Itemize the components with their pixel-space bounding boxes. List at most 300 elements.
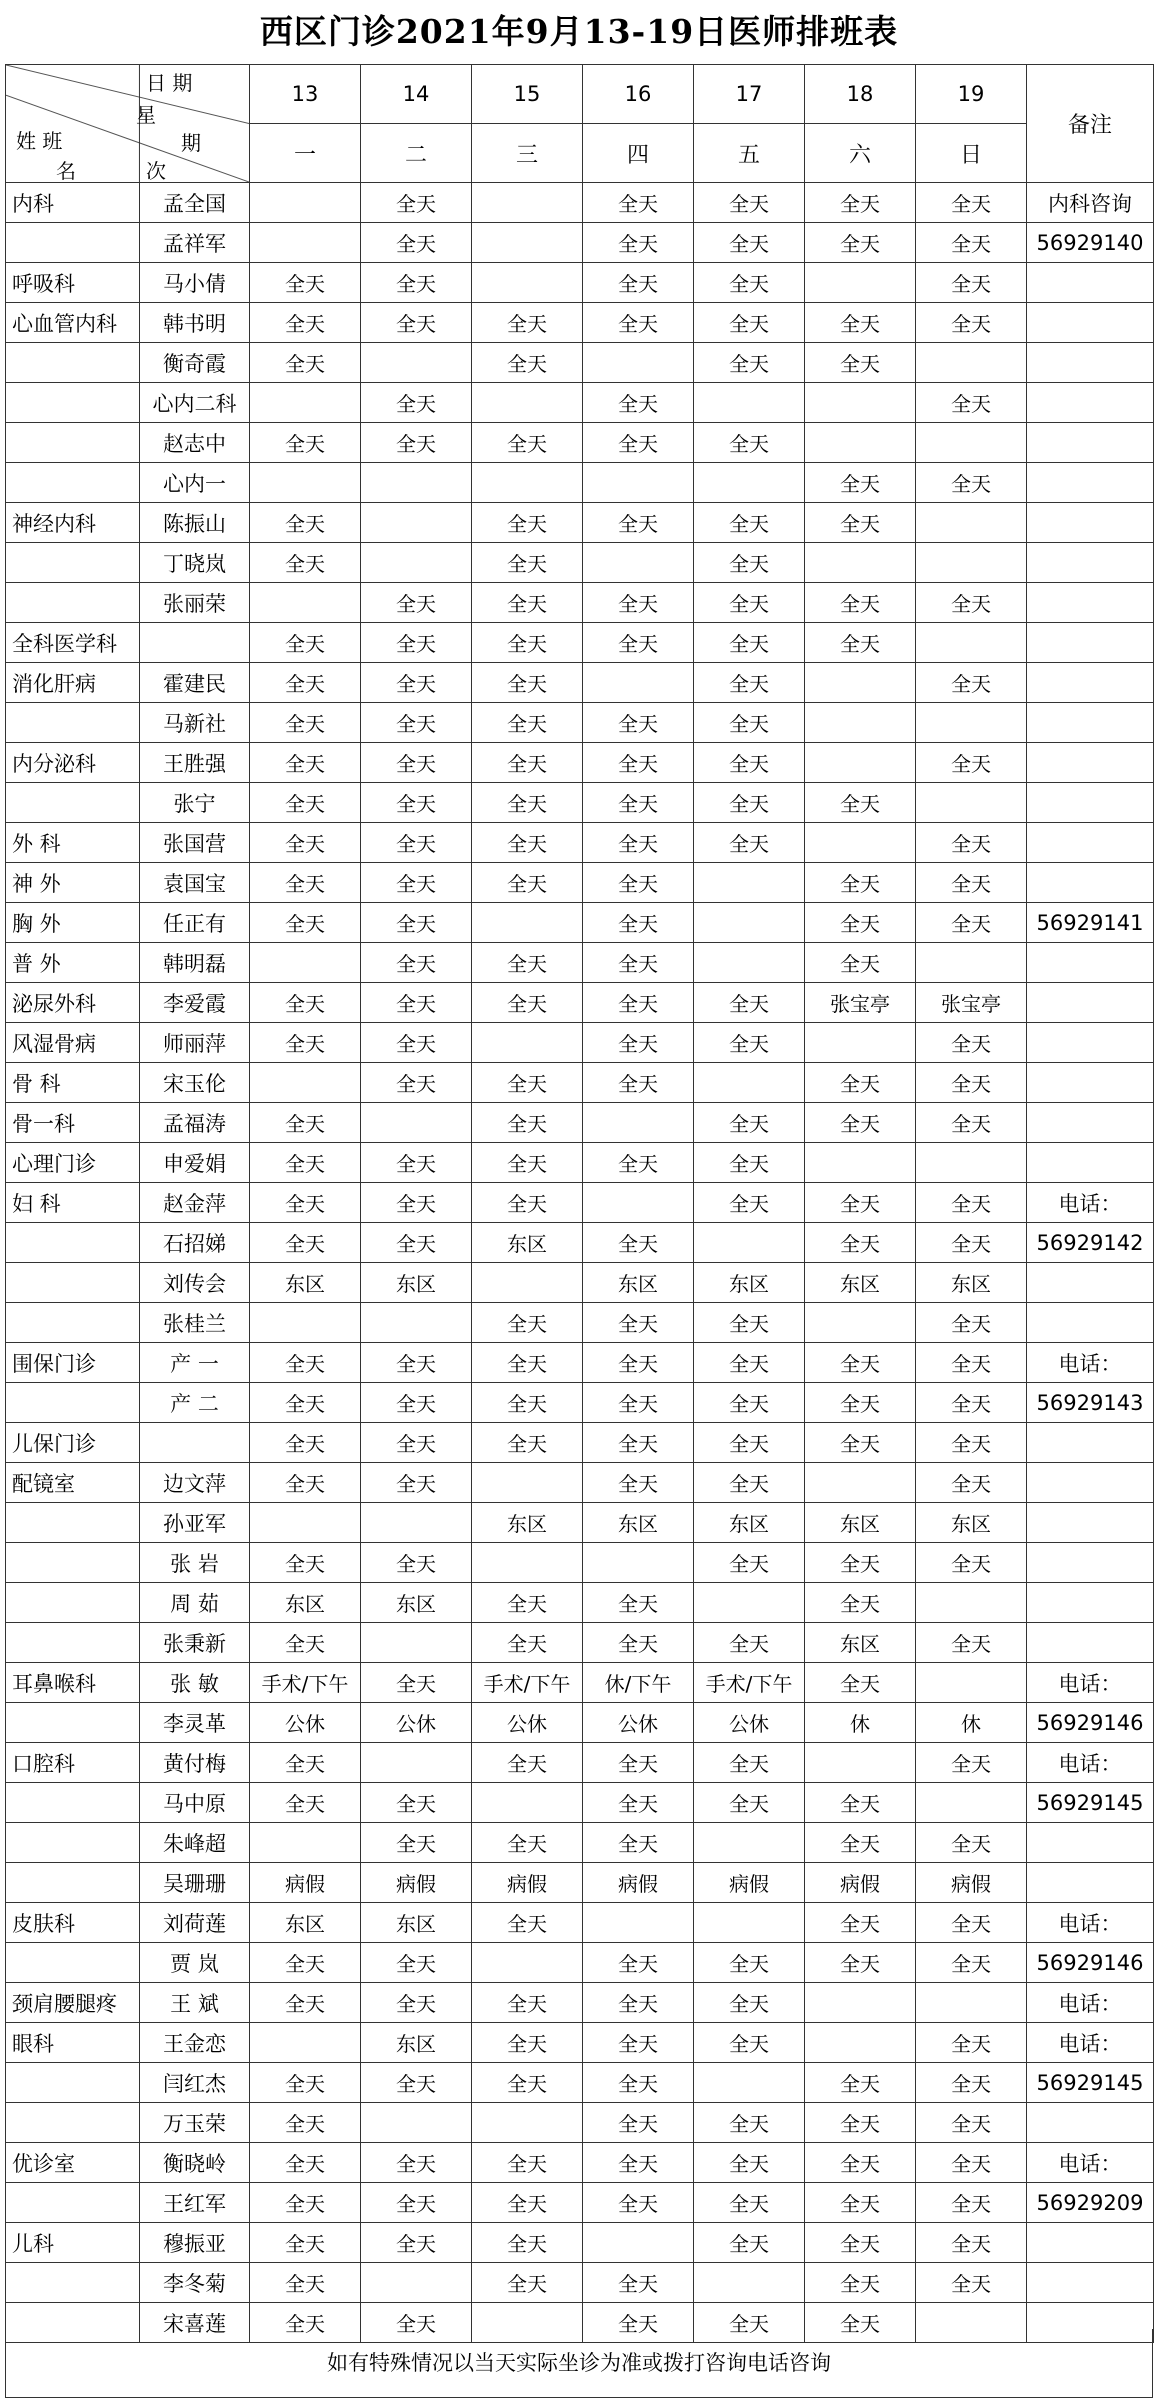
department-cell bbox=[6, 2263, 140, 2303]
schedule-cell: 全天 bbox=[361, 1343, 472, 1383]
table-row bbox=[6, 1823, 1154, 1863]
schedule-cell: 全天 bbox=[250, 1623, 361, 1663]
schedule-cell bbox=[472, 1943, 583, 1983]
schedule-cell: 全天 bbox=[472, 1183, 583, 1223]
department-cell: 妇 科 bbox=[6, 1183, 140, 1223]
schedule-cell: 东区 bbox=[916, 1263, 1027, 1303]
doctor-name-cell: 王金恋 bbox=[140, 2023, 250, 2063]
table-row bbox=[6, 1903, 1154, 1943]
doctor-name-cell: 马中原 bbox=[140, 1783, 250, 1823]
schedule-cell: 全天 bbox=[472, 1343, 583, 1383]
schedule-cell: 全天 bbox=[583, 783, 694, 823]
table-row bbox=[6, 1383, 1154, 1423]
table-row bbox=[6, 1343, 1154, 1383]
department-cell bbox=[6, 423, 140, 463]
schedule-cell bbox=[916, 1783, 1027, 1823]
schedule-cell: 全天 bbox=[694, 1303, 805, 1343]
doctor-name-cell: 孙亚军 bbox=[140, 1503, 250, 1543]
schedule-cell bbox=[916, 783, 1027, 823]
doctor-name-cell: 李灵革 bbox=[140, 1703, 250, 1743]
schedule-cell: 全天 bbox=[361, 743, 472, 783]
schedule-cell: 全天 bbox=[583, 1223, 694, 1263]
remark-cell bbox=[1027, 263, 1154, 303]
schedule-cell: 全天 bbox=[361, 1943, 472, 1983]
remark-cell bbox=[1027, 543, 1154, 583]
schedule-cell: 全天 bbox=[472, 1063, 583, 1103]
schedule-cell: 全天 bbox=[250, 863, 361, 903]
schedule-cell: 全天 bbox=[694, 1983, 805, 2023]
schedule-cell: 全天 bbox=[694, 1383, 805, 1423]
department-cell bbox=[6, 463, 140, 503]
table-row bbox=[6, 1623, 1154, 1663]
remark-cell bbox=[1027, 1463, 1154, 1503]
remark-cell: 56929146 bbox=[1027, 1943, 1154, 1983]
schedule-cell: 全天 bbox=[250, 1343, 361, 1383]
schedule-cell bbox=[583, 1103, 694, 1143]
schedule-cell: 全天 bbox=[694, 1463, 805, 1503]
schedule-cell: 全天 bbox=[250, 2303, 361, 2343]
schedule-cell bbox=[916, 503, 1027, 543]
schedule-cell bbox=[472, 1263, 583, 1303]
table-row bbox=[6, 1463, 1154, 1503]
schedule-cell bbox=[805, 703, 916, 743]
schedule-cell: 全天 bbox=[805, 1223, 916, 1263]
schedule-cell bbox=[472, 383, 583, 423]
table-row bbox=[6, 1663, 1154, 1703]
schedule-cell bbox=[805, 743, 916, 783]
weekday-mon: 一 bbox=[250, 124, 361, 183]
schedule-cell: 全天 bbox=[250, 703, 361, 743]
schedule-cell: 全天 bbox=[805, 2103, 916, 2143]
table-row bbox=[6, 223, 1154, 263]
schedule-cell: 东区 bbox=[694, 1503, 805, 1543]
doctor-name-cell: 张丽荣 bbox=[140, 583, 250, 623]
remark-cell bbox=[1027, 1623, 1154, 1663]
schedule-cell: 全天 bbox=[805, 1583, 916, 1623]
schedule-cell: 全天 bbox=[250, 1743, 361, 1783]
schedule-cell: 全天 bbox=[583, 1463, 694, 1503]
weekday-fri: 五 bbox=[694, 124, 805, 183]
schedule-cell: 张宝亭 bbox=[916, 983, 1027, 1023]
schedule-cell: 全天 bbox=[805, 903, 916, 943]
schedule-cell: 全天 bbox=[694, 1103, 805, 1143]
schedule-cell: 全天 bbox=[916, 583, 1027, 623]
schedule-cell: 全天 bbox=[805, 783, 916, 823]
schedule-cell: 全天 bbox=[361, 863, 472, 903]
table-row bbox=[6, 623, 1154, 663]
schedule-cell: 全天 bbox=[805, 2183, 916, 2223]
table-row bbox=[6, 383, 1154, 423]
schedule-cell: 全天 bbox=[583, 503, 694, 543]
table-row bbox=[6, 263, 1154, 303]
schedule-cell bbox=[805, 1143, 916, 1183]
schedule-cell bbox=[694, 1583, 805, 1623]
schedule-cell: 全天 bbox=[361, 2223, 472, 2263]
schedule-cell: 全天 bbox=[694, 823, 805, 863]
department-cell: 配镜室 bbox=[6, 1463, 140, 1503]
table-row bbox=[6, 823, 1154, 863]
schedule-cell bbox=[583, 1543, 694, 1583]
remark-cell: 电话： bbox=[1027, 1663, 1154, 1703]
department-cell: 神 外 bbox=[6, 863, 140, 903]
page-title: 西区门诊2021年9月13-19日医师排班表 bbox=[259, 12, 899, 51]
remark-cell bbox=[1027, 1423, 1154, 1463]
department-cell bbox=[6, 343, 140, 383]
schedule-cell: 全天 bbox=[472, 1903, 583, 1943]
remark-cell: 56929146 bbox=[1027, 1703, 1154, 1743]
date-16: 16 bbox=[583, 65, 694, 124]
doctor-name-cell: 孟福涛 bbox=[140, 1103, 250, 1143]
schedule-cell: 全天 bbox=[583, 1063, 694, 1103]
department-cell: 外 科 bbox=[6, 823, 140, 863]
schedule-cell: 全天 bbox=[694, 583, 805, 623]
schedule-cell: 全天 bbox=[916, 1343, 1027, 1383]
remark-cell bbox=[1027, 1023, 1154, 1063]
doctor-name-cell: 师丽萍 bbox=[140, 1023, 250, 1063]
schedule-cell: 全天 bbox=[805, 1663, 916, 1703]
schedule-cell: 全天 bbox=[472, 2183, 583, 2223]
schedule-cell bbox=[805, 1743, 916, 1783]
schedule-cell: 全天 bbox=[805, 1903, 916, 1943]
table-row bbox=[6, 1943, 1154, 1983]
schedule-cell: 全天 bbox=[916, 1423, 1027, 1463]
corner-sub1: 名 bbox=[56, 159, 76, 183]
schedule-cell: 全天 bbox=[250, 263, 361, 303]
schedule-cell: 东区 bbox=[250, 1903, 361, 1943]
schedule-cell: 全天 bbox=[583, 1783, 694, 1823]
schedule-cell: 全天 bbox=[361, 583, 472, 623]
schedule-cell: 全天 bbox=[805, 1823, 916, 1863]
footer-note: 如有特殊情况以当天实际坐诊为准或拨打咨询电话咨询 bbox=[5, 2329, 1153, 2398]
schedule-cell bbox=[583, 663, 694, 703]
schedule-cell: 全天 bbox=[583, 1023, 694, 1063]
schedule-cell: 全天 bbox=[916, 743, 1027, 783]
table-row bbox=[6, 503, 1154, 543]
schedule-cell bbox=[472, 223, 583, 263]
doctor-name-cell: 李冬菊 bbox=[140, 2263, 250, 2303]
remark-cell bbox=[1027, 2263, 1154, 2303]
schedule-cell: 全天 bbox=[361, 223, 472, 263]
schedule-cell bbox=[583, 1183, 694, 1223]
doctor-name-cell: 心内一 bbox=[140, 463, 250, 503]
schedule-table bbox=[5, 64, 1153, 2343]
date-17: 17 bbox=[694, 65, 805, 124]
department-cell bbox=[6, 1543, 140, 1583]
schedule-cell bbox=[805, 263, 916, 303]
schedule-cell bbox=[694, 1063, 805, 1103]
schedule-cell: 全天 bbox=[250, 2223, 361, 2263]
table-row bbox=[6, 1503, 1154, 1543]
schedule-cell: 全天 bbox=[583, 2183, 694, 2223]
schedule-cell bbox=[805, 543, 916, 583]
schedule-cell: 全天 bbox=[361, 623, 472, 663]
schedule-cell: 全天 bbox=[472, 2023, 583, 2063]
schedule-cell: 全天 bbox=[694, 343, 805, 383]
remark-cell: 电话： bbox=[1027, 1983, 1154, 2023]
schedule-cell bbox=[694, 2063, 805, 2103]
schedule-cell: 全天 bbox=[361, 823, 472, 863]
doctor-name-cell: 王 斌 bbox=[140, 1983, 250, 2023]
schedule-cell: 全天 bbox=[694, 2303, 805, 2343]
doctor-name-cell: 袁国宝 bbox=[140, 863, 250, 903]
schedule-cell: 全天 bbox=[694, 623, 805, 663]
schedule-cell: 东区 bbox=[472, 1223, 583, 1263]
schedule-cell: 全天 bbox=[916, 263, 1027, 303]
schedule-cell: 病假 bbox=[472, 1863, 583, 1903]
doctor-name-cell: 朱峰超 bbox=[140, 1823, 250, 1863]
department-cell: 全科医学科 bbox=[6, 623, 140, 663]
schedule-cell bbox=[361, 543, 472, 583]
schedule-cell: 东区 bbox=[361, 1263, 472, 1303]
schedule-cell: 全天 bbox=[361, 1023, 472, 1063]
corner-sub2: 次 bbox=[146, 159, 166, 183]
schedule-cell bbox=[805, 1463, 916, 1503]
schedule-cell: 全天 bbox=[250, 1103, 361, 1143]
department-cell bbox=[6, 1223, 140, 1263]
schedule-cell: 全天 bbox=[805, 583, 916, 623]
remark-cell bbox=[1027, 2103, 1154, 2143]
schedule-cell: 全天 bbox=[472, 583, 583, 623]
department-cell: 颈肩腰腿疼 bbox=[6, 1983, 140, 2023]
department-cell bbox=[6, 223, 140, 263]
schedule-cell: 全天 bbox=[472, 1303, 583, 1343]
table-row bbox=[6, 1423, 1154, 1463]
schedule-cell bbox=[694, 943, 805, 983]
schedule-cell bbox=[361, 2263, 472, 2303]
schedule-cell: 全天 bbox=[583, 1303, 694, 1343]
schedule-cell: 全天 bbox=[361, 183, 472, 223]
schedule-cell bbox=[250, 943, 361, 983]
schedule-cell: 病假 bbox=[361, 1863, 472, 1903]
doctor-name-cell: 霍建民 bbox=[140, 663, 250, 703]
table-row bbox=[6, 1703, 1154, 1743]
schedule-cell: 全天 bbox=[583, 1943, 694, 1983]
diagonal-lines bbox=[6, 65, 249, 182]
schedule-cell: 东区 bbox=[583, 1503, 694, 1543]
schedule-cell: 全天 bbox=[250, 1423, 361, 1463]
schedule-cell bbox=[361, 1743, 472, 1783]
schedule-cell: 全天 bbox=[250, 1983, 361, 2023]
remark-cell bbox=[1027, 1823, 1154, 1863]
schedule-cell: 全天 bbox=[694, 543, 805, 583]
date-18: 18 bbox=[805, 65, 916, 124]
schedule-cell: 全天 bbox=[583, 2103, 694, 2143]
schedule-cell: 全天 bbox=[583, 1343, 694, 1383]
schedule-cell: 全天 bbox=[694, 1623, 805, 1663]
schedule-cell: 全天 bbox=[583, 1743, 694, 1783]
schedule-body bbox=[6, 183, 1154, 2343]
schedule-cell: 休 bbox=[916, 1703, 1027, 1743]
schedule-cell: 东区 bbox=[805, 1263, 916, 1303]
schedule-cell: 全天 bbox=[805, 1103, 916, 1143]
schedule-cell: 全天 bbox=[361, 263, 472, 303]
remark-cell bbox=[1027, 1543, 1154, 1583]
remark-cell bbox=[1027, 463, 1154, 503]
schedule-cell: 手术/下午 bbox=[694, 1663, 805, 1703]
schedule-cell: 全天 bbox=[805, 1343, 916, 1383]
schedule-cell: 全天 bbox=[472, 2263, 583, 2303]
schedule-cell: 全天 bbox=[361, 1423, 472, 1463]
schedule-cell: 公休 bbox=[694, 1703, 805, 1743]
department-cell bbox=[6, 1383, 140, 1423]
schedule-cell: 公休 bbox=[361, 1703, 472, 1743]
schedule-cell: 全天 bbox=[472, 303, 583, 343]
schedule-cell bbox=[694, 383, 805, 423]
remark-cell bbox=[1027, 863, 1154, 903]
table-row bbox=[6, 1143, 1154, 1183]
schedule-cell: 全天 bbox=[472, 1983, 583, 2023]
schedule-cell: 病假 bbox=[694, 1863, 805, 1903]
schedule-cell: 全天 bbox=[472, 543, 583, 583]
corner-star-label: 星 bbox=[136, 103, 156, 127]
schedule-cell: 全天 bbox=[805, 223, 916, 263]
schedule-cell bbox=[250, 1303, 361, 1343]
department-cell: 皮肤科 bbox=[6, 1903, 140, 1943]
corner-period-label: 期 bbox=[181, 131, 201, 155]
doctor-name-cell: 刘传会 bbox=[140, 1263, 250, 1303]
schedule-cell: 全天 bbox=[805, 343, 916, 383]
schedule-cell: 全天 bbox=[916, 1543, 1027, 1583]
schedule-cell: 全天 bbox=[694, 2023, 805, 2063]
schedule-cell: 全天 bbox=[472, 943, 583, 983]
doctor-name-cell: 贾 岚 bbox=[140, 1943, 250, 1983]
schedule-cell: 全天 bbox=[805, 2223, 916, 2263]
remark-cell: 56929143 bbox=[1027, 1383, 1154, 1423]
schedule-cell: 全天 bbox=[694, 503, 805, 543]
department-cell bbox=[6, 383, 140, 423]
schedule-cell bbox=[694, 1903, 805, 1943]
schedule-cell: 全天 bbox=[361, 303, 472, 343]
schedule-cell bbox=[805, 423, 916, 463]
schedule-cell: 全天 bbox=[916, 823, 1027, 863]
schedule-cell bbox=[361, 1503, 472, 1543]
schedule-cell: 东区 bbox=[916, 1503, 1027, 1543]
department-cell: 口腔科 bbox=[6, 1743, 140, 1783]
schedule-cell: 全天 bbox=[805, 943, 916, 983]
schedule-cell bbox=[694, 1823, 805, 1863]
remark-cell bbox=[1027, 503, 1154, 543]
schedule-cell: 全天 bbox=[361, 2063, 472, 2103]
schedule-cell: 全天 bbox=[472, 743, 583, 783]
schedule-cell: 全天 bbox=[916, 1063, 1027, 1103]
schedule-cell: 全天 bbox=[916, 2223, 1027, 2263]
schedule-cell bbox=[805, 383, 916, 423]
schedule-cell bbox=[250, 183, 361, 223]
schedule-cell bbox=[250, 583, 361, 623]
schedule-cell: 全天 bbox=[694, 1743, 805, 1783]
doctor-name-cell: 张桂兰 bbox=[140, 1303, 250, 1343]
schedule-cell: 全天 bbox=[583, 223, 694, 263]
schedule-cell bbox=[694, 2263, 805, 2303]
department-cell bbox=[6, 583, 140, 623]
doctor-name-cell: 丁晓岚 bbox=[140, 543, 250, 583]
schedule-cell: 全天 bbox=[361, 663, 472, 703]
table-row bbox=[6, 1223, 1154, 1263]
corner-name-label: 姓 班 bbox=[16, 129, 63, 153]
schedule-cell: 全天 bbox=[916, 2143, 1027, 2183]
doctor-name-cell: 刘荷莲 bbox=[140, 1903, 250, 1943]
schedule-cell: 全天 bbox=[805, 303, 916, 343]
schedule-cell: 全天 bbox=[361, 383, 472, 423]
doctor-name-cell: 吴珊珊 bbox=[140, 1863, 250, 1903]
schedule-cell: 全天 bbox=[250, 1543, 361, 1583]
schedule-cell: 全天 bbox=[583, 823, 694, 863]
doctor-name-cell: 赵志中 bbox=[140, 423, 250, 463]
doctor-name-cell: 申爱娟 bbox=[140, 1143, 250, 1183]
schedule-cell: 全天 bbox=[472, 863, 583, 903]
schedule-cell: 全天 bbox=[361, 983, 472, 1023]
schedule-cell: 休 bbox=[805, 1703, 916, 1743]
schedule-cell: 全天 bbox=[583, 583, 694, 623]
remark-cell: 56929145 bbox=[1027, 2063, 1154, 2103]
schedule-cell: 病假 bbox=[250, 1863, 361, 1903]
table-row bbox=[6, 1063, 1154, 1103]
schedule-cell: 全天 bbox=[250, 1463, 361, 1503]
department-cell bbox=[6, 1703, 140, 1743]
table-row bbox=[6, 1263, 1154, 1303]
schedule-cell bbox=[805, 1983, 916, 2023]
schedule-cell: 全天 bbox=[583, 383, 694, 423]
schedule-cell: 全天 bbox=[694, 2183, 805, 2223]
remark-cell bbox=[1027, 743, 1154, 783]
schedule-cell: 全天 bbox=[694, 2223, 805, 2263]
department-cell: 心理门诊 bbox=[6, 1143, 140, 1183]
schedule-cell: 全天 bbox=[805, 1783, 916, 1823]
date-19: 19 bbox=[916, 65, 1027, 124]
doctor-name-cell bbox=[140, 1423, 250, 1463]
schedule-cell: 全天 bbox=[805, 1543, 916, 1583]
schedule-cell: 全天 bbox=[472, 663, 583, 703]
schedule-cell: 全天 bbox=[694, 2103, 805, 2143]
table-row bbox=[6, 863, 1154, 903]
schedule-cell: 全天 bbox=[472, 423, 583, 463]
table-row bbox=[6, 2103, 1154, 2143]
schedule-cell: 全天 bbox=[250, 663, 361, 703]
schedule-cell: 全天 bbox=[472, 1143, 583, 1183]
schedule-cell: 全天 bbox=[583, 703, 694, 743]
schedule-cell bbox=[472, 1783, 583, 1823]
doctor-name-cell: 产 二 bbox=[140, 1383, 250, 1423]
schedule-cell: 全天 bbox=[472, 823, 583, 863]
schedule-cell: 东区 bbox=[361, 2023, 472, 2063]
schedule-cell bbox=[472, 2103, 583, 2143]
schedule-cell bbox=[250, 1823, 361, 1863]
schedule-cell: 全天 bbox=[250, 783, 361, 823]
schedule-cell: 全天 bbox=[583, 903, 694, 943]
schedule-cell: 全天 bbox=[472, 2223, 583, 2263]
weekday-sat: 六 bbox=[805, 124, 916, 183]
schedule-cell: 全天 bbox=[694, 1143, 805, 1183]
schedule-cell bbox=[361, 1303, 472, 1343]
schedule-cell: 全天 bbox=[250, 1143, 361, 1183]
schedule-cell bbox=[472, 903, 583, 943]
schedule-cell: 全天 bbox=[805, 1943, 916, 1983]
remark-cell: 内科咨询 bbox=[1027, 183, 1154, 223]
schedule-cell: 全天 bbox=[916, 1823, 1027, 1863]
department-cell: 风湿骨病 bbox=[6, 1023, 140, 1063]
schedule-cell: 全天 bbox=[805, 2303, 916, 2343]
schedule-cell: 全天 bbox=[361, 1663, 472, 1703]
schedule-cell: 全天 bbox=[916, 1903, 1027, 1943]
doctor-name-cell: 王红军 bbox=[140, 2183, 250, 2223]
remark-cell bbox=[1027, 303, 1154, 343]
doctor-name-cell: 张宁 bbox=[140, 783, 250, 823]
schedule-cell: 全天 bbox=[694, 183, 805, 223]
table-row bbox=[6, 423, 1154, 463]
schedule-cell bbox=[805, 823, 916, 863]
department-cell: 胸 外 bbox=[6, 903, 140, 943]
doctor-name-cell: 陈振山 bbox=[140, 503, 250, 543]
